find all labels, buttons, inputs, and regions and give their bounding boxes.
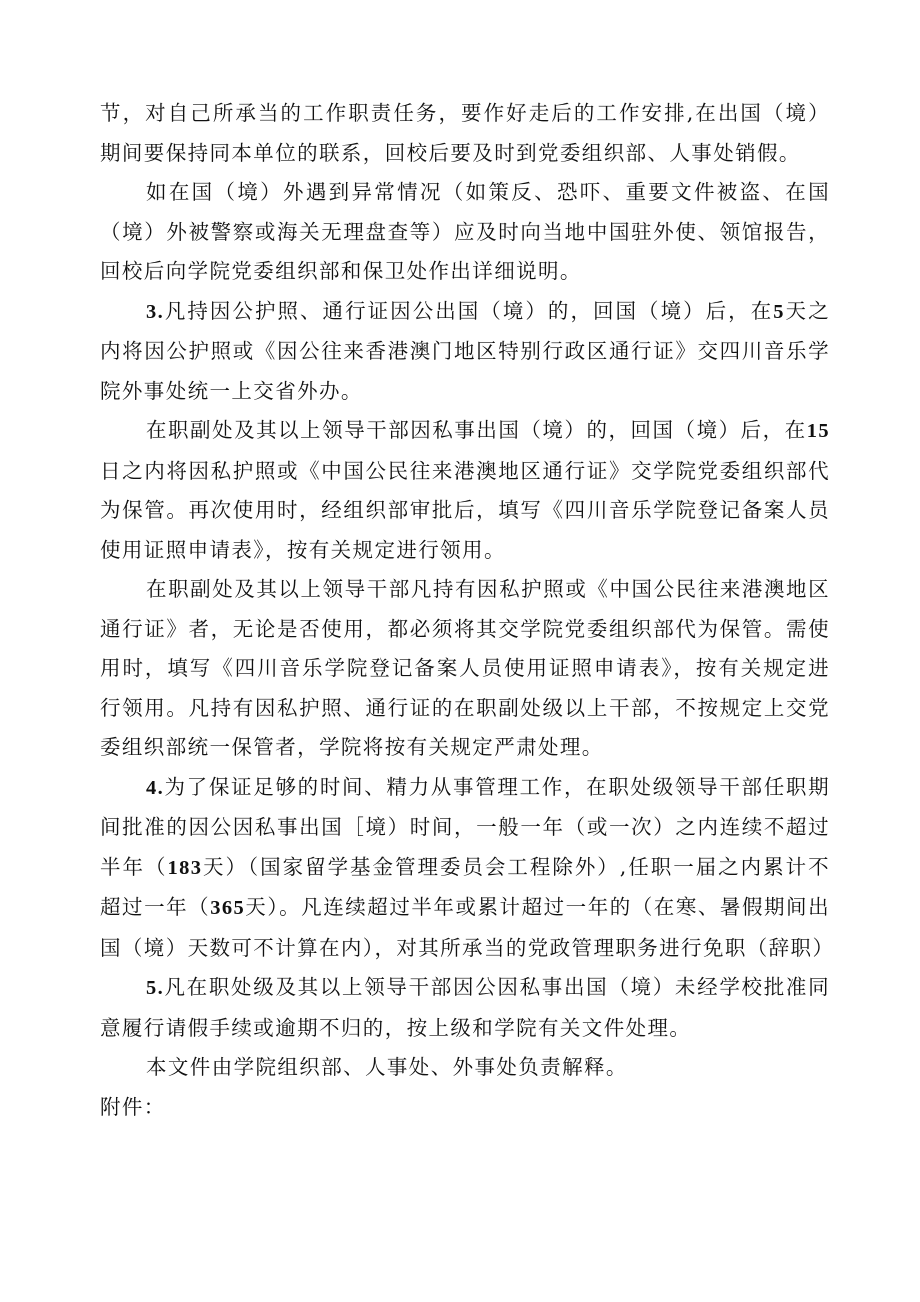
paragraph-public-passport-return xyxy=(100,292,830,412)
paragraph-violation xyxy=(100,968,830,1048)
paragraph-text: 凡持因公护照、通行证因公出国（境）的，回国（境）后，在 xyxy=(164,298,774,323)
day-count: 183 xyxy=(167,856,203,879)
paragraph-text: 为了保证足够的时间、精力从事管理工作，在职处级领导干部任职期间批准的因公因私事出国［境）时间，一般一年（或一次）之内连续不超过半年（ xyxy=(100,774,830,879)
paragraph-text: 在职副处及其以上领导干部凡持有因私护照或《中国公民往来港澳地区通行证》者，无论是否使用，都必须将其交学院党委组织部代为保管。需使用时，填写《四川音乐学院登记备案人员使用证照申请表》，按有关规定进行领用。凡持有因私护照、通行证的在职副处级以上干部，不按规定上交党委组织部统一保管者，学院将按有关规定严肃处理。 xyxy=(100,577,830,759)
paragraph-time-limit xyxy=(100,768,835,969)
paragraph-leave-arrangement xyxy=(100,94,830,173)
document-body xyxy=(100,94,835,1127)
paragraph-text: 凡在职处级及其以上领导干部因公因私事出国（境）未经学校批准同意履行请假手续或逾期不归的，按上级和学院有关文件处理。 xyxy=(100,975,830,1040)
clause-number: 5. xyxy=(146,977,165,999)
paragraph-text: 天）（国家留学基金管理委员会工程除外）,任职一届之内累计不超过一年（ xyxy=(100,854,830,919)
paragraph-text: 本文件由学院组织部、人事处、外事处负责解释。 xyxy=(146,1055,628,1079)
day-count: 365 xyxy=(210,897,246,919)
appendix-label: 附件： xyxy=(100,1094,166,1119)
paragraph-interpretation xyxy=(100,1048,830,1088)
paragraph-text: 天）。凡连续超过半年或累计超过一年的（在寒、暑假期间出国（境）天数可不计算在内），对其所承当的党政管理职务进行免职（辞职） xyxy=(100,895,835,960)
paragraph-private-passport-return xyxy=(100,411,830,570)
clause-number: 3. xyxy=(146,300,165,323)
paragraph-text: 节，对自己所承当的工作职责任务，要作好走后的工作安排,在出国（境）期间要保持同本单位的联系，回校后要及时到党委组织部、人事处销假。 xyxy=(100,101,830,165)
paragraph-private-passport-custody xyxy=(100,570,830,768)
paragraph-text: 如在国（境）外遇到异常情况（如策反、恐吓、重要文件被盗、在国（境）外被警察或海关无理盘查等）应及时向当地中国驻外使、领馆报告，回校后向学院党委组织部和保卫处作出详细说明。 xyxy=(100,180,830,283)
paragraph-text: 在职副处及其以上领导干部因私事出国（境）的，回国（境）后，在 xyxy=(146,418,807,442)
paragraph-abnormal-situation xyxy=(100,173,830,292)
day-count: 5 xyxy=(773,300,785,323)
paragraph-text: 天之内将因公护照或《因公往来香港澳门地区特别行政区通行证》交四川音乐学院外事处统一上交省外办。 xyxy=(100,298,830,403)
day-count: 15 xyxy=(806,420,830,442)
paragraph-text: 日之内将因私护照或《中国公民往来港澳地区通行证》交学院党委组织部代为保管。再次使用时，经组织部审批后，填写《四川音乐学院登记备案人员使用证照申请表》，按有关规定进行领用。 xyxy=(100,458,830,562)
clause-number: 4. xyxy=(146,776,165,799)
